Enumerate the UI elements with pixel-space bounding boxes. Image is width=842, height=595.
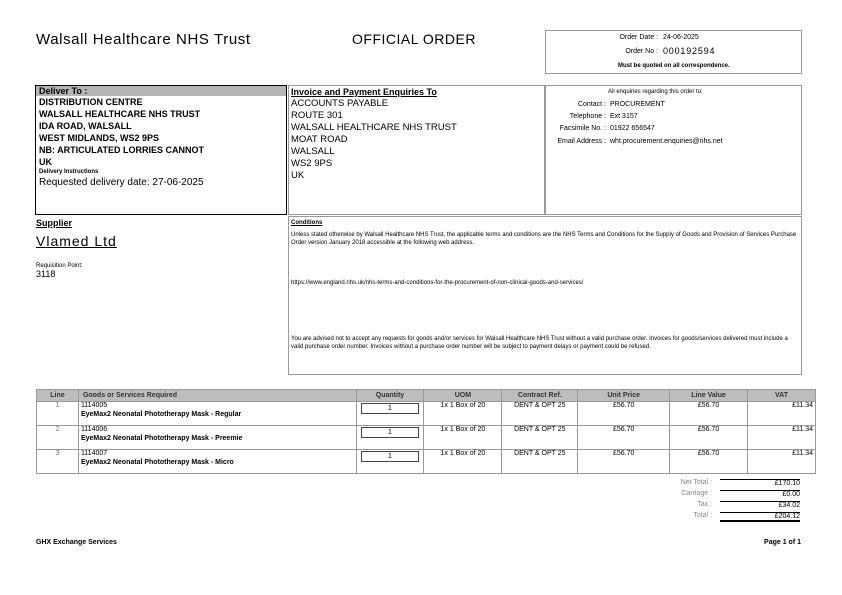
fax-label: Facsimile No. : xyxy=(559,125,606,132)
order-date-label: Order Date : xyxy=(619,34,658,41)
contact-label: Contact : xyxy=(577,101,606,108)
delivery-instructions: Requested delivery date: 27-06-2025 xyxy=(39,177,204,188)
col-line-value: Line Value xyxy=(670,390,748,402)
invoice-line: ACCOUNTS PAYABLE xyxy=(291,98,389,109)
item-description: EyeMax2 Neonatal Phototherapy Mask - Micro xyxy=(80,459,234,466)
document-title: OFFICIAL ORDER xyxy=(352,31,476,47)
uom: 1x 1 Box of 20 xyxy=(424,450,502,474)
unit-price: £56.70 xyxy=(578,450,670,474)
enquiries-heading: All enquiries regarding this order to: xyxy=(608,89,703,95)
email-value: wht.procurement.enquiries@nhs.net xyxy=(610,138,723,145)
quantity-value: 1 xyxy=(361,427,419,438)
line-value: £56.70 xyxy=(670,402,748,426)
tax-label: Tax : xyxy=(697,501,712,508)
invoice-line: WS2 9PS xyxy=(291,158,333,169)
conditions-text: Unless stated otherwise by Walsall Healthcare NHS Trust, the applicable terms and conditions are the NHS Terms and Conditions for the Supply of Goods and Provision of Services Purchase Order version January 2018 accessible at the following web address. xyxy=(291,232,797,246)
quantity-cell xyxy=(356,426,424,450)
goods-cell xyxy=(78,402,356,426)
supplier-heading: Supplier xyxy=(36,218,73,228)
col-quantity: Quantity xyxy=(356,390,424,402)
vat: £11.34 xyxy=(748,450,816,474)
uom: 1x 1 Box of 20 xyxy=(424,402,502,426)
col-goods: Goods or Services Required xyxy=(78,390,356,402)
item-code: 1114007 xyxy=(80,450,108,457)
quote-note: Must be quoted on all correspondence. xyxy=(618,63,730,69)
item-code: 1114006 xyxy=(80,426,108,433)
deliver-line: UK xyxy=(39,157,52,167)
conditions-box xyxy=(288,216,802,375)
carriage-label: Carriage : xyxy=(681,490,712,497)
conditions-heading: Conditions xyxy=(291,220,323,226)
order-no-label: Order No : xyxy=(625,48,658,55)
table-header-row xyxy=(37,390,816,402)
table-row xyxy=(37,426,816,450)
quantity-cell xyxy=(356,450,424,474)
deliver-to-box xyxy=(35,85,287,215)
line-number: 1 xyxy=(37,402,79,426)
col-vat: VAT xyxy=(748,390,816,402)
item-description: EyeMax2 Neonatal Phototherapy Mask - Preemie xyxy=(80,435,243,442)
telephone-value: Ext 3157 xyxy=(610,113,638,120)
contract-ref: DENT & OPT 25 xyxy=(502,402,578,426)
conditions-link[interactable]: https://www.england.nhs.uk/nhs-terms-and-conditions-for-the-procurement-of-non-clinical-goods-and-services/ xyxy=(291,280,584,286)
deliver-line: IDA ROAD, WALSALL xyxy=(39,121,132,131)
telephone-label: Telephone : xyxy=(569,113,606,120)
unit-price: £56.70 xyxy=(578,426,670,450)
line-value: £56.70 xyxy=(670,426,748,450)
total-value: £204.12 xyxy=(720,512,800,522)
contact-value: PROCUREMENT xyxy=(610,101,665,108)
invoice-line: UK xyxy=(291,170,305,181)
quantity-value: 1 xyxy=(361,403,419,414)
invoice-line: MOAT ROAD xyxy=(291,134,348,145)
net-total-value: £170.10 xyxy=(720,479,800,487)
invoice-line: WALSALL HEALTHCARE NHS TRUST xyxy=(291,122,457,133)
fax-value: 01922 656547 xyxy=(610,125,655,132)
deliver-line: WEST MIDLANDS, WS2 9PS xyxy=(39,133,160,143)
uom: 1x 1 Box of 20 xyxy=(424,426,502,450)
invoice-box xyxy=(288,85,545,215)
deliver-line: WALSALL HEALTHCARE NHS TRUST xyxy=(39,109,201,119)
net-total-label: Net Total : xyxy=(680,479,712,486)
deliver-to-heading: Deliver To : xyxy=(36,86,286,96)
quantity-value: 1 xyxy=(361,451,419,462)
requisition-value: 3118 xyxy=(36,269,56,279)
contract-ref: DENT & OPT 25 xyxy=(502,426,578,450)
order-no-value: 000192594 xyxy=(663,46,716,56)
col-contract-ref: Contract Ref. xyxy=(502,390,578,402)
line-number: 3 xyxy=(37,450,79,474)
quantity-cell xyxy=(356,402,424,426)
unit-price: £56.70 xyxy=(578,402,670,426)
contract-ref: DENT & OPT 25 xyxy=(502,450,578,474)
vat: £11.34 xyxy=(748,426,816,450)
table-row xyxy=(37,402,816,426)
trust-name: Walsall Healthcare NHS Trust xyxy=(36,31,251,48)
page-number: Page 1 of 1 xyxy=(764,539,801,546)
vat: £11.34 xyxy=(748,402,816,426)
invoice-line: ROUTE 301 xyxy=(291,110,343,121)
item-description: EyeMax2 Neonatal Phototherapy Mask - Regular xyxy=(80,411,242,418)
enquiries-box xyxy=(545,85,802,215)
order-items-table xyxy=(36,389,816,474)
col-line: Line xyxy=(37,390,79,402)
tax-value: £34.02 xyxy=(720,501,800,509)
invoice-heading: Invoice and Payment Enquiries To xyxy=(291,87,437,97)
delivery-instructions-label: Delivery Instructions xyxy=(39,169,99,175)
table-row xyxy=(37,450,816,474)
total-label: Total : xyxy=(693,512,712,519)
item-code: 1114005 xyxy=(80,402,108,409)
carriage-value: £0.00 xyxy=(720,490,800,498)
deliver-line: NB: ARTICULATED LORRIES CANNOT xyxy=(39,145,204,155)
goods-cell xyxy=(78,450,356,474)
supplier-name: Vlamed Ltd xyxy=(36,233,117,249)
footer-left: GHX Exchange Services xyxy=(36,539,117,546)
col-uom: UOM xyxy=(424,390,502,402)
invoice-line: WALSALL xyxy=(291,146,335,157)
line-number: 2 xyxy=(37,426,79,450)
order-info-box xyxy=(545,30,802,74)
conditions-warning: You are advised not to accept any requests for goods and/or services for Walsall Healthcare NHS Trust without a valid purchase order. Invoices for goods/services delivered must include a valid purchase order number. Invoices without a purchase order number will be subject to payment delays or payment could be refused. xyxy=(291,336,788,350)
col-unit-price: Unit Price xyxy=(578,390,670,402)
order-date-value: 24-06-2025 xyxy=(663,34,699,41)
goods-cell xyxy=(78,426,356,450)
requisition-label: Requisition Point: xyxy=(36,263,83,269)
deliver-line: DISTRIBUTION CENTRE xyxy=(39,97,143,107)
email-label: Email Address : xyxy=(557,138,606,145)
line-value: £56.70 xyxy=(670,450,748,474)
